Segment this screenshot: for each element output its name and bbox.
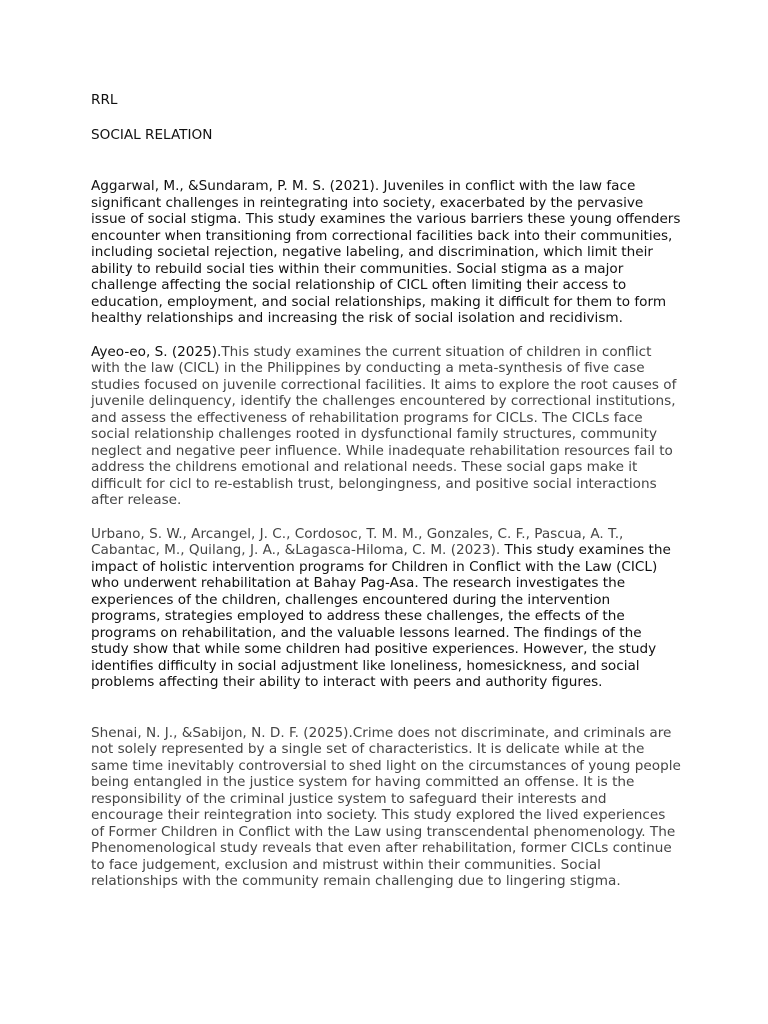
reference-summary: This study examines the current situation of children in conflict with the law (CICL) in the Philippines by conducting a meta-synthesis of five case studies focused on juvenile correctional facilities. It aims to explore the root causes of juvenile delinquency, identify the challenges encountered by correctional institutions, and assess the effectiveness of rehabilitation programs for CICLs. The CICLs face social relationship challenges rooted in dysfunctional family structures, community neglect and negative peer influence. While inadequate rehabilitation resources fail to address the childrens emotional and relational needs. These social gaps make it difficult for cicl to re-establish trust, belongingness, and positive social interactions after release. [91,343,677,508]
reference-entry [91,344,681,509]
reference-summary: This study examines the impact of holistic intervention programs for Children in Conflict with the Law (CICL) who underwent rehabilitation at Bahay Pag-Asa. The research investigates the experiences of the children, challenges encountered during the intervention programs, strategies employed to address these challenges, the effects of the programs on rehabilitation, and the valuable lessons learned. The findings of the study show that while some children had positive experiences. However, the study identifies difficulty in social adjustment like loneliness, homesickness, and social problems affecting their ability to interact with peers and authority figures. [91,542,671,690]
reference-entry [91,725,681,890]
document-page [91,92,681,907]
reference-citation: Urbano, S. W., Arcangel, J. C., Cordosoc, T. M. M., Gonzales, C. F., Pascua, A. T., Cabantac, M., Quilang, J. A., &Lagasca-Hiloma, C. M. (2023). [91,525,624,558]
reference-citation: Aggarwal, M., &Sundaram, P. M. S. (2021). [91,178,380,194]
reference-summary: Juveniles in conflict with the law face significant challenges in reintegrating into society, exacerbated by the pervasive issue of social stigma. This study examines the various barriers these young offenders encounter when transitioning from correctional facilities back into their communities, including societal rejection, negative labeling, and discrimination, which limit their ability to rebuild social ties within their communities. Social stigma as a major challenge affecting the social relationship of CICL often limiting their access to education, employment, and social relationships, making it difficult for them to form healthy relationships and increasing the risk of social isolation and recidivism. [91,178,681,326]
reference-summary: Crime does not discriminate, and criminals are not solely represented by a single set of characteristics. It is delicate while at the same time inevitably controversial to shed light on the circumstances of young people being entangled in the justice system for having committed an offense. It is the responsibility of the criminal justice system to safeguard their interests and encourage their reintegration into society. This study explored the lived experiences of Former Children in Conflict with the Law using transcendental phenomenology. The Phenomenological study reveals that even after rehabilitation, former CICLs continue to face judgement, exclusion and mistrust within their communities. Social relationships with the community remain challenging due to lingering stigma. [91,724,681,889]
section-title: SOCIAL RELATION [91,126,213,143]
reference-citation: Ayeo-eo, S. (2025). [91,343,222,360]
reference-entry [91,178,681,327]
reference-entry [91,526,681,691]
document-heading: RRL [91,92,118,108]
reference-citation: Shenai, N. J., &Sabijon, N. D. F. (2025). [91,724,353,741]
